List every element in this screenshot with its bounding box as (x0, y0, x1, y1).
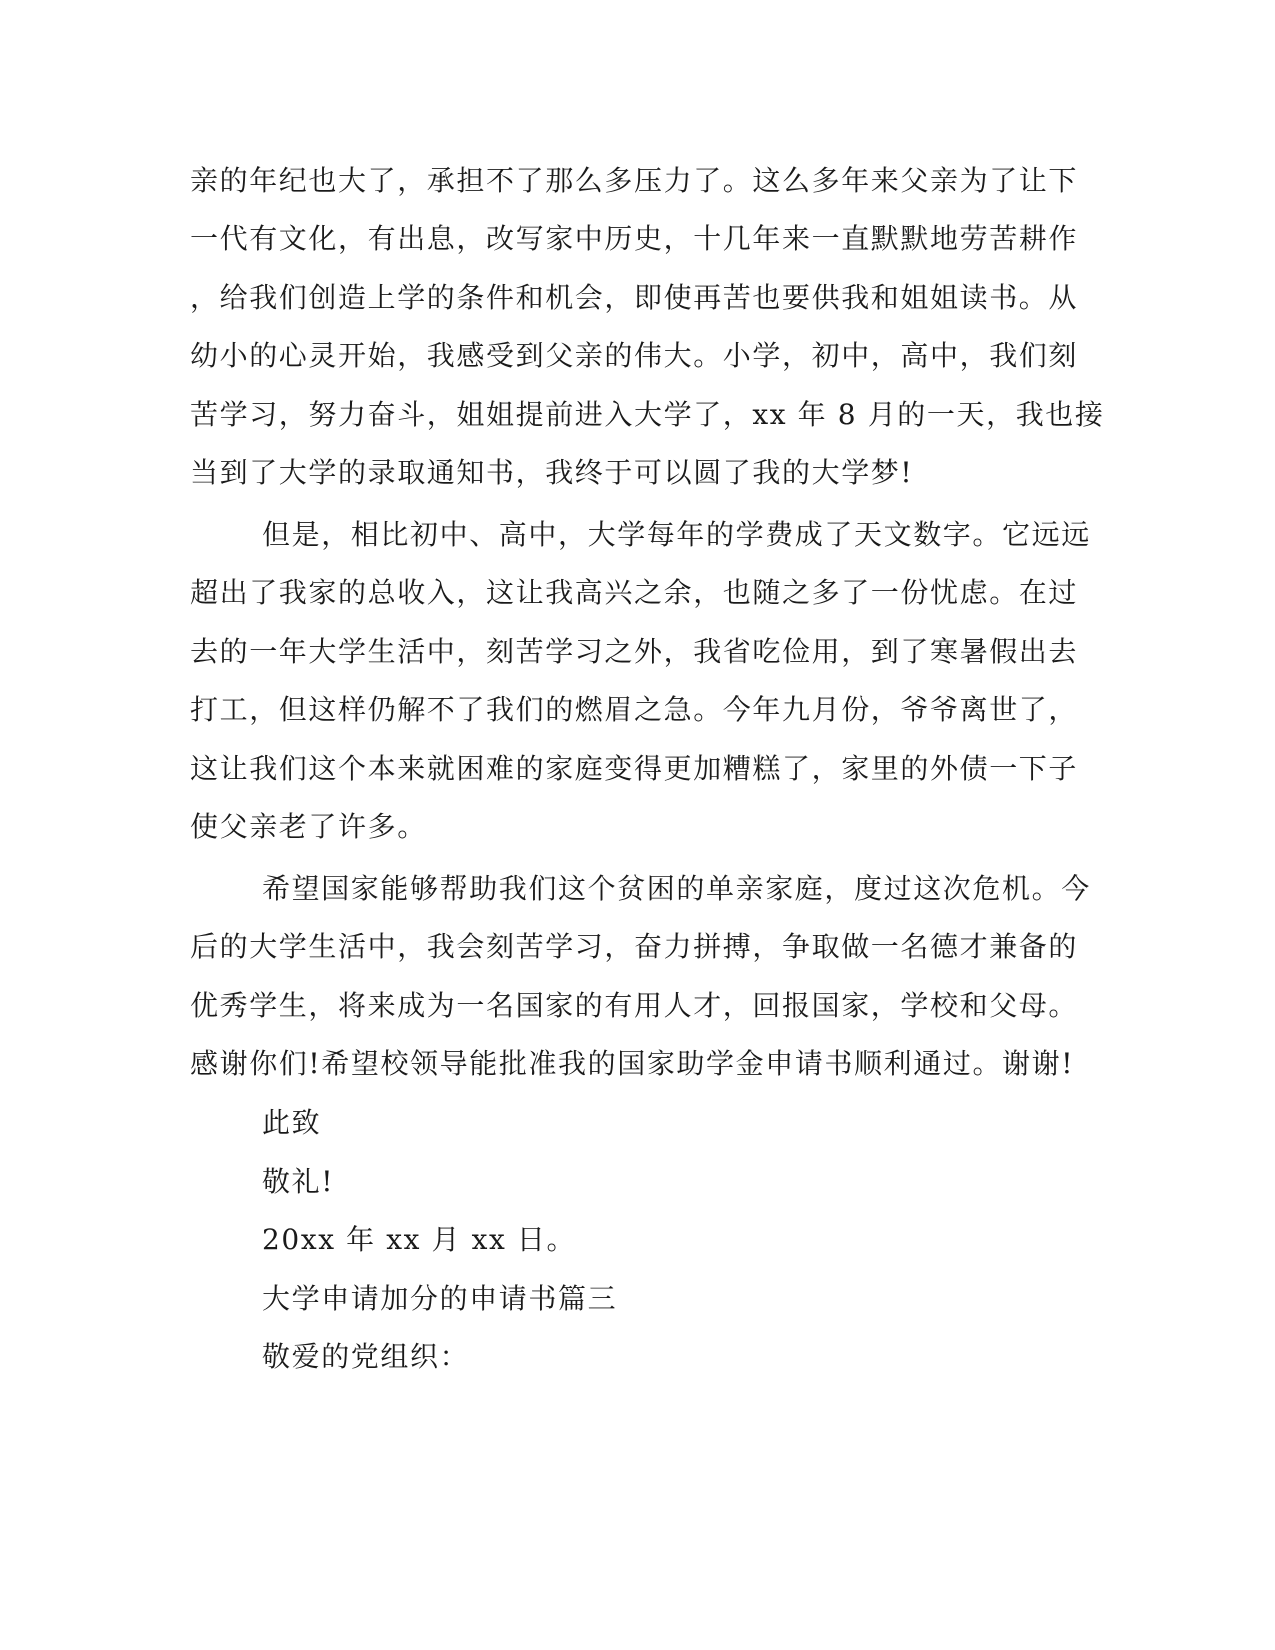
paragraph-3-line-3: 优秀学生，将来成为一名国家的有用人才，回报国家，学校和父母。 (190, 989, 1079, 1022)
closing-respect: 敬礼! (262, 1165, 335, 1198)
closing-salutation: 此致 (262, 1106, 322, 1139)
closing-date: 20xx 年 xx 月 xx 日。 (262, 1223, 577, 1256)
section-title: 大学申请加分的申请书篇三 (262, 1282, 618, 1315)
paragraph-1-line-5: 苦学习，努力奋斗，姐姐提前进入大学了，xx 年 8 月的一天，我也接 (190, 398, 1105, 431)
paragraph-3-line-2: 后的大学生活中，我会刻苦学习，奋力拼搏，争取做一名德才兼备的 (190, 930, 1079, 963)
paragraph-1-line-2: 一代有文化，有出息，改写家中历史，十几年来一直默默地劳苦耕作 (190, 222, 1079, 255)
paragraph-1-line-1: 亲的年纪也大了，承担不了那么多压力了。这么多年来父亲为了让下 (190, 164, 1079, 197)
paragraph-1-line-4: 幼小的心灵开始，我感受到父亲的伟大。小学，初中，高中，我们刻 (190, 339, 1079, 372)
paragraph-3-line-4: 感谢你们!希望校领导能批准我的国家助学金申请书顺利通过。谢谢! (190, 1047, 1075, 1080)
paragraph-2-line-5: 这让我们这个本来就困难的家庭变得更加糟糕了，家里的外债一下子 (190, 752, 1079, 785)
paragraph-2-line-3: 去的一年大学生活中，刻苦学习之外，我省吃俭用，到了寒暑假出去 (190, 635, 1079, 668)
paragraph-2-line-2: 超出了我家的总收入，这让我高兴之余，也随之多了一份忧虑。在过 (190, 576, 1079, 609)
paragraph-1-line-6: 当到了大学的录取通知书，我终于可以圆了我的大学梦! (190, 456, 914, 489)
paragraph-3-line-1: 希望国家能够帮助我们这个贫困的单亲家庭，度过这次危机。今 (262, 872, 1091, 905)
paragraph-2-line-1: 但是，相比初中、高中，大学每年的学费成了天文数字。它远远 (262, 518, 1091, 551)
paragraph-1-line-3: ，给我们创造上学的条件和机会，即使再苦也要供我和姐姐读书。从 (190, 281, 1079, 314)
section-greeting: 敬爱的党组织： (262, 1340, 470, 1373)
paragraph-2-line-4: 打工，但这样仍解不了我们的燃眉之急。今年九月份，爷爷离世了， (190, 693, 1079, 726)
paragraph-2-line-6: 使父亲老了许多。 (190, 810, 427, 843)
